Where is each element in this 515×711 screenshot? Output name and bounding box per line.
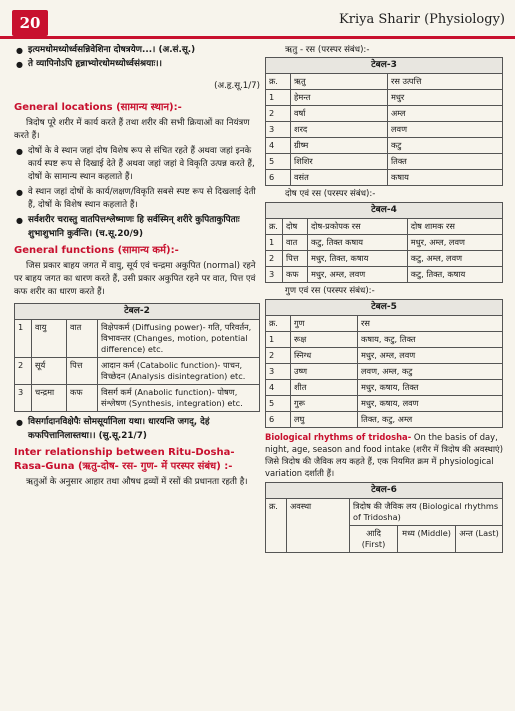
table-cell: 3 [15, 385, 32, 412]
table-header-cell: आदि (First) [350, 526, 398, 553]
table-row [266, 332, 503, 348]
table-row [266, 122, 503, 138]
table-row [266, 364, 503, 380]
table-header-row [266, 219, 503, 235]
table-cell: 6 [266, 170, 291, 186]
table-cell: 4 [266, 380, 291, 396]
table-4 [265, 202, 503, 283]
table-cell: 2 [266, 251, 283, 267]
table-header-cell: रस [358, 316, 503, 332]
page-number: 20 [12, 10, 48, 36]
table-row [266, 235, 503, 251]
left-column [14, 44, 260, 489]
table-cell: अम्ल [388, 106, 503, 122]
table-cell: विक्षेपकर्म (Diffusing power)- गति, परिवर्तन, विभावन्तर (Changes, motion, potential difference) etc. [98, 320, 260, 358]
table-cell: लघु [291, 412, 358, 428]
table-intro: गुण एवं रस (परस्पर संबंध):- [285, 286, 375, 296]
table-cell: मधुर, अम्ल, लवण [308, 267, 408, 283]
table-header-row [266, 316, 503, 332]
table-cell: मधुर, कषाय, लवण [358, 396, 503, 412]
table-caption: टेबल-2 [15, 304, 260, 320]
table-row [266, 412, 503, 428]
table-row [266, 380, 503, 396]
paragraph: त्रिदोष पूरे शरीर में कार्य करते हैं तथा शरीर की सभी क्रियाओं का नियंत्रण करते हैं। [14, 118, 250, 142]
table-cell: ग्रीष्म [291, 138, 388, 154]
table-header-cell: मध्य (Middle) [398, 526, 456, 553]
table-cell: लवण [388, 122, 503, 138]
table-cell: कफ [283, 267, 308, 283]
table-intro: ऋतु - रस (परस्पर संबंध):- [285, 45, 370, 55]
table-cell: मधुर, कषाय, तिक्त [358, 380, 503, 396]
table-cell: कफ [67, 385, 98, 412]
table-3 [265, 57, 503, 186]
table-row [15, 320, 260, 358]
table-cell: मधुर [388, 90, 503, 106]
table-cell: मधुर, अम्ल, लवण [407, 235, 502, 251]
table-cell: शरद [291, 122, 388, 138]
table-row [266, 138, 503, 154]
table-row [266, 154, 503, 170]
paragraph [265, 431, 503, 479]
sanskrit-verse: ● ते व्यापिनोऽपि हृन्नाभ्योरधोमध्योर्ध्वसंश्रयाः।। [14, 58, 260, 72]
table-header-cell: अन्त (Last) [456, 526, 503, 553]
table-header-cell: क्र. [266, 74, 291, 90]
table-caption: टेबल-4 [266, 203, 503, 219]
paragraph: जिस प्रकार बाहय जगत में वायु, सूर्य एवं चन्द्रमा अकुपित (normal) रहने पर बाहय जगत का धारण करते हैं, उसी प्रकार अकुपित रहने पर वात, पित्त एवं कफ शरीर का धारण करते हैं। [14, 261, 256, 298]
table-row [266, 170, 503, 186]
table-header-row [266, 499, 503, 526]
header-rule [0, 36, 515, 39]
table-cell: 1 [266, 235, 283, 251]
running-title: Kriya Sharir (Physiology) [339, 12, 505, 27]
section-heading: General locations (सामान्य स्थान):- [14, 102, 182, 114]
table-cell: 2 [266, 106, 291, 122]
inline-heading: Biological rhythms of tridosha- [265, 432, 412, 442]
table-cell: कटु, तिक्त, कषाय [407, 267, 502, 283]
table-cell: कटु [388, 138, 503, 154]
table-row [266, 251, 503, 267]
table-header-cell: क्र. [266, 219, 283, 235]
table-header-cell: दोष-प्रकोपक रस [308, 219, 408, 235]
table-cell: वसंत [291, 170, 388, 186]
table-caption: टेबल-3 [266, 58, 503, 74]
table-header-cell: क्र. [266, 499, 287, 553]
table-cell: 1 [266, 90, 291, 106]
table-cell: कषाय [388, 170, 503, 186]
table-cell: कटु, अम्ल, लवण [407, 251, 502, 267]
table-header-cell: दोष [283, 219, 308, 235]
paragraph-text: On the basis of day, night, age, season and food intake (शरीर में त्रिदोष की अवस्थाएं) जिसे त्रिदोष की जैविक लय कहते हैं, एक नियमित क्रम में physiological variation दर्शाती हैं। [265, 432, 503, 478]
table-cell: चन्द्रमा [32, 385, 67, 412]
table-row [266, 90, 503, 106]
table-cell: शिशिर [291, 154, 388, 170]
table-header-row [266, 74, 503, 90]
table-header-cell: क्र. [266, 316, 291, 332]
table-cell: रूक्ष [291, 332, 358, 348]
table-cell: 2 [266, 348, 291, 364]
verse-reference: (अ.हृ.सू.1/7) [214, 80, 260, 91]
table-2 [14, 303, 260, 412]
table-caption: टेबल-6 [266, 483, 503, 499]
right-column [265, 44, 503, 553]
table-header-cell: त्रिदोष की जैविक लय (Biological rhythms of Tridosha) [350, 499, 503, 526]
sanskrit-verse: ● सर्वशरीर चरास्तु वातपित्तश्लेष्माणः हि सर्वस्मिन् शरीरे कुपिताकुपिताः शुभाशुभानि कुर्वन्ति। (च.सू.20/9) [14, 214, 260, 241]
bullet-item: ● दोषों के वे स्थान जहां दोष विशेष रूप से संचित रहते हैं अथवा जहां इनके कार्य स्पष्ट रूप से दिखाई देते हैं अथवा जहां जहां वे विकृति उत्पन्न करते हैं, दोषों के सामान्य स्थान कहलाते हैं। [14, 145, 260, 184]
table-row [266, 106, 503, 122]
table-cell: वर्षा [291, 106, 388, 122]
table-cell: तिक्त, कटु, अम्ल [358, 412, 503, 428]
table-cell: 2 [15, 358, 32, 385]
table-cell: लवण, अम्ल, कटु [358, 364, 503, 380]
table-row [15, 385, 260, 412]
table-row [266, 267, 503, 283]
table-cell: विसर्ग कर्म (Anabolic function)- पोषण, संश्लेषण (Synthesis, integration) etc. [98, 385, 260, 412]
table-header-cell: ऋतु [291, 74, 388, 90]
sanskrit-verse: ● विसर्गादानविक्षेपैः सोमसूर्यानिला यथा। धारयन्ति जगद्, देहं कफपित्तानिलास्तथा।। (सु.सू.21/7) [14, 416, 260, 443]
table-row [266, 396, 503, 412]
table-cell: स्निग्ध [291, 348, 358, 364]
table-header-cell: गुण [291, 316, 358, 332]
table-cell: 6 [266, 412, 291, 428]
table-cell: आदान कर्म (Catabolic function)- पाचन, विच्छेदन (Analysis disintegration) etc. [98, 358, 260, 385]
table-5 [265, 299, 503, 428]
table-cell: पित्त [67, 358, 98, 385]
sanskrit-verse: ● इत्यमधोमध्योर्ध्वसन्निवेशिना दोषत्रयेण...। (अ.सं.सू.) [14, 44, 260, 58]
table-cell: तिक्त [388, 154, 503, 170]
table-row [266, 348, 503, 364]
table-header-cell: रस उत्पत्ति [388, 74, 503, 90]
table-cell: हेमन्त [291, 90, 388, 106]
section-heading: Inter relationship between Ritu-Dosha-Rasa-Guna (ऋतु-दोष- रस- गुण- में परस्पर संबंध) :- [14, 447, 235, 473]
table-cell: 3 [266, 364, 291, 380]
table-caption: टेबल-5 [266, 300, 503, 316]
table-cell: शीत [291, 380, 358, 396]
table-cell: कषाय, कटु, तिक्त [358, 332, 503, 348]
table-header-cell: अवस्था [287, 499, 350, 553]
table-cell: 1 [266, 332, 291, 348]
table-cell: 4 [266, 138, 291, 154]
table-cell: 5 [266, 396, 291, 412]
table-cell: वात [283, 235, 308, 251]
table-cell: कटु, तिक्त कषाय [308, 235, 408, 251]
table-cell: 5 [266, 154, 291, 170]
table-cell: 3 [266, 267, 283, 283]
table-cell: उष्ण [291, 364, 358, 380]
table-6 [265, 482, 503, 553]
table-cell: गुरू [291, 396, 358, 412]
table-cell: 1 [15, 320, 32, 358]
table-cell: वायु [32, 320, 67, 358]
table-cell: मधुर, अम्ल, लवण [358, 348, 503, 364]
table-row [15, 358, 260, 385]
table-header-cell: दोष शामक रस [407, 219, 502, 235]
table-cell: सूर्य [32, 358, 67, 385]
paragraph: ऋतुओं के अनुसार आहार तथा औषध द्रव्यों में रसों की प्रधानता रहती है। [26, 477, 248, 488]
table-intro: दोष एवं रस (परस्पर संबंध):- [285, 189, 376, 199]
table-cell: वात [67, 320, 98, 358]
table-cell: मधुर, तिक्त, कषाय [308, 251, 408, 267]
bullet-item: ● वे स्थान जहां दोषों के कार्य/लक्षण/विकृति सबसे स्पष्ट रूप से दिखलाई देती हैं, दोषों के विशेष स्थान कहलाते हैं। [14, 186, 260, 212]
section-heading: General functions (सामान्य कर्म):- [14, 245, 179, 257]
table-cell: 3 [266, 122, 291, 138]
table-cell: पित्त [283, 251, 308, 267]
page-header [0, 0, 515, 38]
